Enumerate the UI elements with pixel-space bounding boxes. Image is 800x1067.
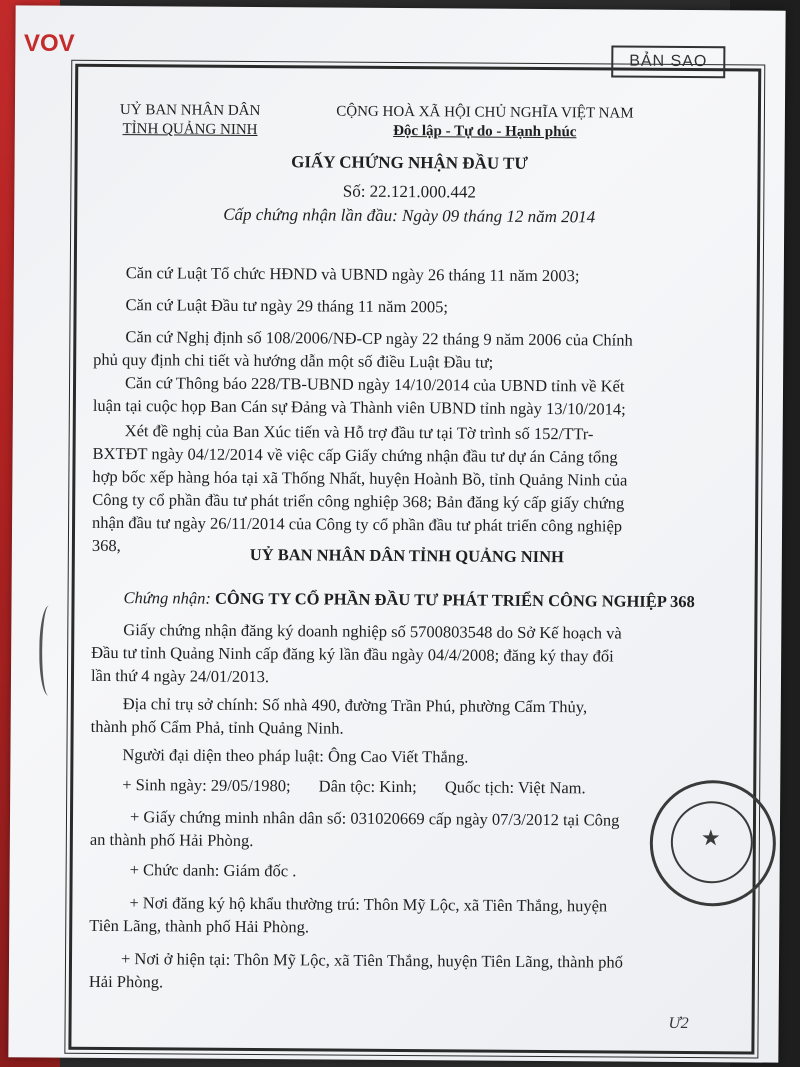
basis-paragraph-5f: 368, [91, 535, 121, 556]
document-title: GIẤY CHỨNG NHẬN ĐẦU TƯ [291, 152, 529, 173]
basis-paragraph-5a: Xét đề nghị của Ban Xúc tiến và Hỗ trợ đầu tư tại Tờ trình số 152/TTr- [124, 421, 594, 444]
basis-paragraph-1: Căn cứ Luật Tổ chức HĐND và UBND ngày 26 tháng 11 năm 2003; [125, 263, 580, 286]
position-line: + Chức danh: Giám đốc . [129, 860, 297, 881]
permanent-address-b: Tiên Lãng, thành phố Hải Phòng. [89, 915, 310, 937]
current-address-b: Hải Phòng. [88, 971, 164, 992]
basis-paragraph-5d: Công ty cổ phần đầu tư phát triển công nghiệp 368; Bản đăng ký cấp giấy chứng [92, 489, 625, 513]
address-line-a: Địa chỉ trụ sở chính: Số nhà 490, đường Trần Phú, phường Cẩm Thủy, [122, 694, 588, 717]
permanent-address-a: + Nơi đăng ký hộ khẩu thường trú: Thôn Mỹ Lộc, xã Tiên Thắng, huyện [129, 893, 608, 916]
reg-line-c: lần thứ 4 ngày 24/01/2013. [90, 665, 270, 687]
page-initial-mark: Ư2 [668, 1014, 689, 1033]
national-header [305, 102, 665, 143]
issuer-line-1: UỶ BAN NHÂN DÂN [119, 102, 261, 120]
copy-stamp: BẢN SAO [611, 45, 725, 78]
basis-paragraph-5b: BXTĐT ngày 04/12/2014 về việc cấp Giấy chứng nhận đầu tư dự án Cảng tổng [92, 443, 618, 467]
representative-line: Người đại diện theo pháp luật: Ông Cao Viết Thắng. [122, 745, 469, 767]
nationality: Quốc tịch: Việt Nam. [444, 777, 586, 798]
id-line-b: an thành phố Hải Phòng. [89, 829, 254, 851]
vov-logo [24, 30, 75, 58]
document-number: Số: 22.121.000.442 [342, 181, 477, 202]
personal-info-line [122, 773, 722, 800]
seal-emblem [671, 801, 754, 884]
current-address-a: + Nơi ở hiện tại: Thôn Mỹ Lộc, xã Tiên Thắng, huyện Tiên Lãng, thành phố [120, 949, 623, 972]
certify-company: CÔNG TY CỔ PHẦN ĐẦU TƯ PHÁT TRIỂN CÔNG NGHIỆP 368 [214, 588, 695, 612]
basis-paragraph-3a: Căn cứ Nghị định số 108/2006/NĐ-CP ngày 22 tháng 9 năm 2006 của Chính [125, 327, 633, 350]
id-line-a: + Giấy chứng minh nhân dân số: 031020669 cấp ngày 07/3/2012 tại Công [129, 807, 620, 830]
basis-paragraph-4a: Căn cứ Thông báo 228/TB-UBND ngày 14/10/2014 của UBND tỉnh về Kết [124, 373, 625, 396]
basis-paragraph-4b: luận tại cuộc họp Ban Cán sự Đảng và Thành viên UBND tỉnh ngày 13/10/2014; [92, 395, 626, 419]
basis-paragraph-3b: phủ quy định chi tiết và hướng dẫn một số điều Luật Đầu tư; [93, 349, 494, 372]
certify-line [123, 586, 723, 613]
basis-paragraph-5c: hợp bốc xếp hàng hóa tại xã Thống Nhất, huyện Hoành Bồ, tỉnh Quảng Ninh của [92, 466, 628, 490]
basis-paragraph-2: Căn cứ Luật Đầu tư ngày 29 tháng 11 năm 2005; [125, 295, 449, 317]
dob: + Sinh ngày: 29/05/1980; [122, 775, 291, 796]
star-icon: ★ [700, 825, 721, 851]
vov-logo-text: VOV [24, 30, 75, 57]
ethnicity: Dân tộc: Kinh; [318, 776, 417, 797]
national-title: CỘNG HOÀ XÃ HỘI CHỦ NGHĨA VIỆT NAM [336, 103, 634, 122]
address-line-b: thành phố Cẩm Phả, tỉnh Quảng Ninh. [90, 716, 344, 738]
binding-mark [39, 606, 59, 696]
document-paper [8, 5, 785, 1062]
reg-line-a: Giấy chứng nhận đăng ký doanh nghiệp số 5700803548 do Sở Kế hoạch và [123, 620, 622, 643]
first-issue-date: Cấp chứng nhận lần đầu: Ngày 09 tháng 12 năm 2014 [223, 204, 596, 227]
official-seal [649, 780, 776, 907]
certify-label: Chứng nhận: [123, 588, 216, 608]
national-motto: Độc lập - Tự do - Hạnh phúc [393, 122, 577, 141]
basis-paragraph-5e: nhận đầu tư ngày 26/11/2014 của Công ty cổ phần đầu tư phát triển công nghiệp [92, 512, 623, 536]
issuer-header [120, 101, 261, 140]
issuer-line-2: TỈNH QUẢNG NINH [122, 121, 258, 139]
reg-line-b: Đầu tư tỉnh Quảng Ninh cấp đăng ký lần đầu ngày 04/4/2008; đăng ký thay đổi [91, 642, 614, 666]
authority-heading: UỶ BAN NHÂN DÂN TỈNH QUẢNG NINH [249, 544, 564, 567]
